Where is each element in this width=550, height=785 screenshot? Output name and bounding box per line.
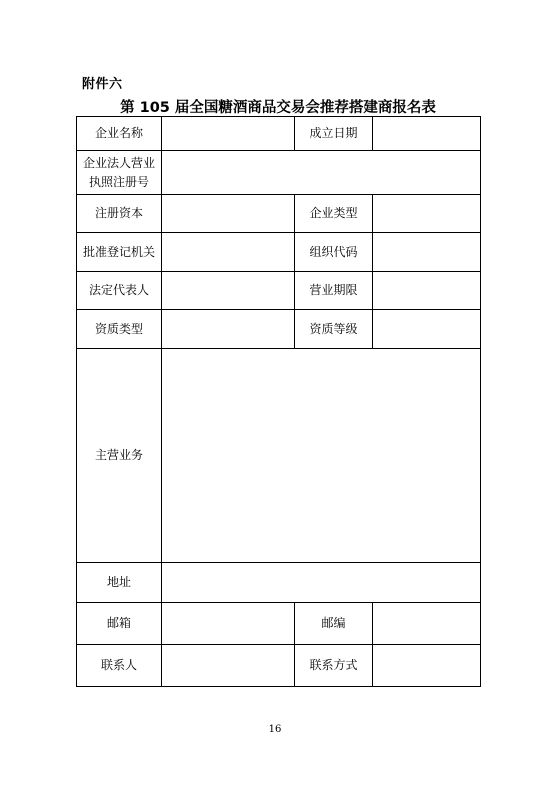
- company-name-cell[interactable]: [162, 117, 295, 151]
- postcode-label: 邮编: [295, 603, 373, 645]
- license-number-label: [77, 151, 162, 195]
- row-capital: [77, 195, 481, 233]
- contact-person-label: 联系人: [77, 645, 162, 687]
- qualification-type-cell[interactable]: [162, 310, 295, 349]
- email-cell[interactable]: [162, 603, 295, 645]
- qualification-type-label: 资质类型: [77, 310, 162, 349]
- row-main-business: [77, 349, 481, 563]
- registered-capital-label: 注册资本: [77, 195, 162, 233]
- main-business-cell[interactable]: [162, 349, 481, 563]
- page-number: 16: [268, 724, 282, 735]
- company-type-cell[interactable]: [373, 195, 481, 233]
- license-number-cell[interactable]: [162, 151, 481, 195]
- qualification-grade-cell[interactable]: [373, 310, 481, 349]
- registered-capital-cell[interactable]: [162, 195, 295, 233]
- main-business-label: 主营业务: [77, 349, 162, 563]
- row-address: [77, 563, 481, 603]
- row-license: [77, 151, 481, 195]
- company-name-label: 企业名称: [77, 117, 162, 151]
- license-label-line1: 企业法人营业: [82, 155, 155, 170]
- established-date-label: 成立日期: [295, 117, 373, 151]
- contact-method-label: 联系方式: [295, 645, 373, 687]
- business-term-cell[interactable]: [373, 272, 481, 310]
- registration-form-table: [76, 116, 481, 687]
- organization-code-label: 组织代码: [295, 233, 373, 272]
- license-label-line2: 执照注册号: [88, 174, 149, 189]
- contact-method-cell[interactable]: [373, 645, 481, 687]
- business-term-label: 营业期限: [295, 272, 373, 310]
- email-label: 邮箱: [77, 603, 162, 645]
- legal-representative-label: 法定代表人: [77, 272, 162, 310]
- company-type-label: 企业类型: [295, 195, 373, 233]
- approval-authority-cell[interactable]: [162, 233, 295, 272]
- organization-code-cell[interactable]: [373, 233, 481, 272]
- qualification-grade-label: 资质等级: [295, 310, 373, 349]
- row-email: [77, 603, 481, 645]
- contact-person-cell[interactable]: [162, 645, 295, 687]
- row-authority: [77, 233, 481, 272]
- established-date-cell[interactable]: [373, 117, 481, 151]
- address-label: 地址: [77, 563, 162, 603]
- row-contact: [77, 645, 481, 687]
- postcode-cell[interactable]: [373, 603, 481, 645]
- form-title: 第 105 届全国糖酒商品交易会推荐搭建商报名表: [120, 100, 436, 116]
- attachment-label: 附件六: [82, 77, 123, 92]
- row-qualification: [77, 310, 481, 349]
- address-cell[interactable]: [162, 563, 481, 603]
- row-representative: [77, 272, 481, 310]
- row-company-name: [77, 117, 481, 151]
- approval-authority-label: 批准登记机关: [77, 233, 162, 272]
- legal-representative-cell[interactable]: [162, 272, 295, 310]
